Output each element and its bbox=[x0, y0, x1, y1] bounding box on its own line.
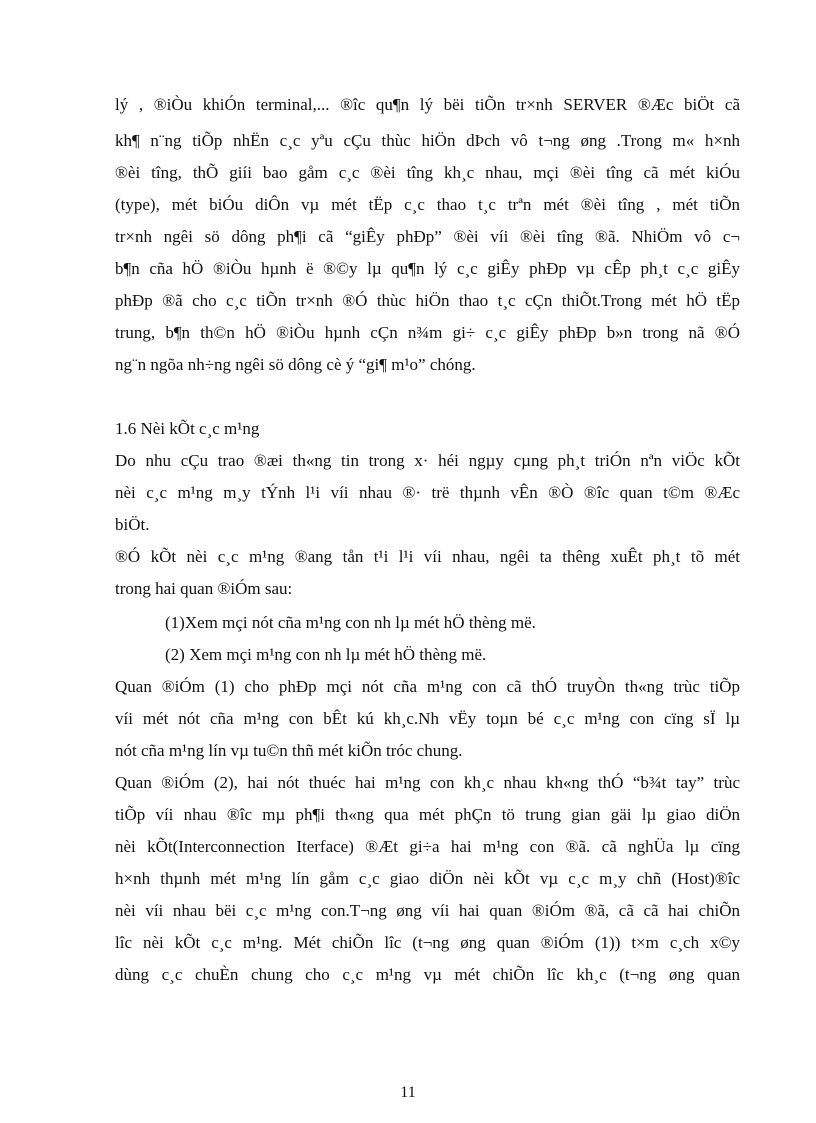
paragraph-line: nèi kÕt(Interconnection Iterface) ®Æt gi÷a hai m¹ng con ®ã. cã nghÜa lµ cïng bbox=[115, 837, 740, 856]
paragraph-line: Quan ®iÓm (2), hai nót thuéc hai m¹ng con kh¸c nhau kh«ng thÓ “b¾t tay” trùc bbox=[115, 773, 740, 792]
paragraph-line: ®Ó kÕt nèi c¸c m¹ng ®ang tån t¹i l¹i víi nhau, ngêi ta thêng xuÊt ph¸t tõ mét bbox=[115, 547, 740, 566]
paragraph-line: Quan ®iÓm (1) cho phÐp mçi nót cña m¹ng con cã thÓ truyÒn th«ng trùc tiÕp bbox=[115, 677, 740, 696]
section-heading: 1.6 Nèi kÕt c¸c m¹ng bbox=[115, 419, 260, 438]
paragraph-line: kh¶ n¨ng tiÕp nhËn c¸c yªu cÇu thùc hiÖn dÞch vô t¬ng øng .Trong m« h×nh bbox=[115, 131, 740, 150]
paragraph-line: biÖt. bbox=[115, 515, 150, 534]
paragraph-line: Do nhu cÇu trao ®æi th«ng tin trong x· héi ngµy cµng ph¸t triÓn nªn viÖc kÕt bbox=[115, 451, 740, 470]
paragraph-line: (type), mét biÓu diÔn vµ mét tËp c¸c thao t¸c trªn mét ®èi tîng , mét tiÕn bbox=[115, 195, 740, 214]
paragraph-line: nèi víi nhau bëi c¸c m¹ng con.T¬ng øng víi hai quan ®iÓm ®ã, cã cã hai chiÕn bbox=[115, 901, 740, 920]
paragraph-line: ng¨n ngõa nh÷ng ngêi sö dông cè ý “gi¶ m¹o” chóng. bbox=[115, 355, 476, 374]
paragraph-line: lý , ®iÒu khiÓn terminal,... ®îc qu¶n lý bëi tiÕn tr×nh SERVER ®Æc biÖt cã bbox=[115, 95, 740, 114]
paragraph-line: b¶n cña hÖ ®iÒu hµnh ë ®©y lµ qu¶n lý c¸c giÊy phÐp vµ cÊp ph¸t c¸c giÊy bbox=[115, 259, 740, 278]
paragraph-line: tr×nh ngêi sö dông ph¶i cã “giÊy phÐp” ®èi víi ®èi tîng ®ã. NhiÖm vô c¬ bbox=[115, 227, 740, 246]
paragraph-line: phÐp ®ã cho c¸c tiÕn tr×nh ®Ó thùc hiÖn thao t¸c cÇn thiÕt.Trong mét hÖ tËp bbox=[115, 291, 740, 310]
paragraph-line: nèi c¸c m¹ng m¸y tÝnh l¹i víi nhau ®· trë thµnh vÊn ®Ò ®îc quan t©m ®Æc bbox=[115, 483, 740, 502]
paragraph-line: trung, b¶n th©n hÖ ®iÒu hµnh cÇn n¾m gi÷ c¸c giÊy phÐp b»n trong nã ®Ó bbox=[115, 323, 740, 342]
paragraph-line: tiÕp víi nhau ®îc mµ ph¶i th«ng qua mét phÇn tö trung gian gäi lµ giao diÖn bbox=[115, 805, 740, 824]
paragraph-line: trong hai quan ®iÓm sau: bbox=[115, 579, 293, 598]
paragraph-line: lîc nèi kÕt c¸c m¹ng. Mét chiÕn lîc (t¬ng øng quan ®iÓm (1)) t×m c¸ch x©y bbox=[115, 933, 740, 952]
paragraph-line: ®èi tîng, thÕ giíi bao gåm c¸c ®èi tîng kh¸c nhau, mçi ®èi tîng cã mét kiÓu bbox=[115, 163, 740, 182]
page-number: 11 bbox=[400, 1084, 416, 1101]
paragraph-line: dùng c¸c chuÈn chung cho c¸c m¹ng vµ mét chiÕn lîc kh¸c (t¬ng øng quan bbox=[115, 965, 740, 984]
viewpoint-item: (2) Xem mçi m¹ng con nh lµ mét hÖ thèng më. bbox=[165, 645, 487, 664]
viewpoint-item: (1)Xem mçi nót cña m¹ng con nh lµ mét hÖ thèng më. bbox=[165, 613, 536, 632]
paragraph-line: nót cña m¹ng lín vµ tu©n thñ mét kiÕn tróc chung. bbox=[115, 741, 463, 760]
paragraph-line: h×nh thµnh mét m¹ng lín gåm c¸c giao diÖn nèi kÕt vµ c¸c m¸y chñ (Host)®îc bbox=[115, 869, 740, 888]
paragraph-line: víi mét nót cña m¹ng con bÊt kú kh¸c.Nh vËy toµn bé c¸c m¹ng con cïng sÏ lµ bbox=[115, 709, 740, 728]
